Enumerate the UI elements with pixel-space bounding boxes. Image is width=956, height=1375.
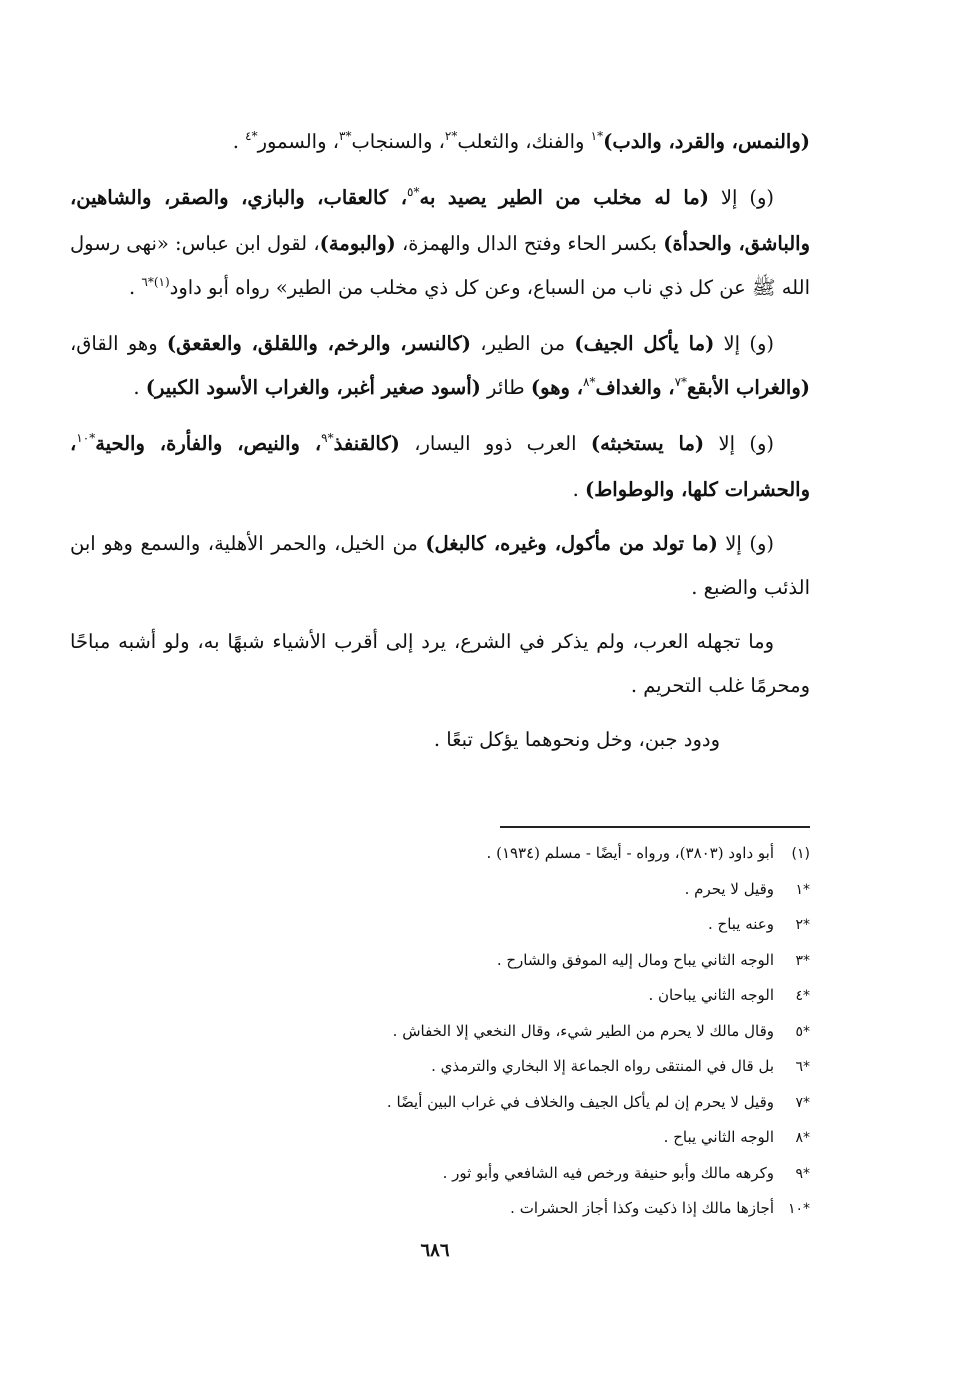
text: بكسر الحاء وفتح الدال والهمزة، (395, 232, 664, 255)
paragraph-6 (70, 620, 810, 708)
bold-term: ، وهو) (530, 376, 583, 399)
footnote (300, 1085, 810, 1121)
note-marker: *٧ (674, 375, 688, 389)
text: . (572, 478, 586, 501)
paragraph-4 (70, 422, 810, 512)
text: ، والسمور (257, 130, 339, 153)
footnote-text: الوجه الثاني يباح . (663, 1128, 774, 1146)
text: العرب ذوو اليسار، (399, 432, 591, 455)
bold-term: ، والنيص، والفأرة، والحية (95, 432, 322, 455)
text: وهو القاق، (70, 332, 167, 355)
text: . (133, 376, 146, 399)
footnote-number: *١ (795, 881, 810, 898)
footnotes (300, 836, 810, 1227)
bold-term: (أسود صغير أغبر، والغراب الأسود الكبير) (145, 376, 481, 399)
paragraph-1 (70, 120, 810, 166)
footnote (300, 978, 810, 1014)
note-marker: *١ (590, 129, 604, 143)
bold-term: ، والغداف (595, 376, 675, 399)
footnote-divider (500, 826, 810, 828)
bold-term: (والبومة) (319, 232, 396, 255)
bold-term: (كالقنفذ (333, 432, 400, 455)
text: . (128, 276, 142, 299)
paragraph-5 (70, 522, 810, 610)
text: والفنك، والثعلب (457, 130, 591, 153)
bold-term: (كالنسر، والرخم، واللقلق، والعقعق) (166, 332, 472, 355)
text: ، لقول ابن عباس: «نهى رسول الله ﷺ عن كل ذي ناب من السباع، وعن كل ذي مخلب من الطير» رواه أبو داود (70, 232, 810, 299)
footnote (300, 1120, 810, 1156)
note-marker: (١)*٦ (141, 275, 170, 289)
footnote (300, 836, 810, 872)
text: من الخيل، والحمر الأهلية، والسمع وهو ابن الذئب والضبع . (70, 532, 810, 599)
footnote-number: *١٠ (787, 1201, 810, 1217)
text: طائر (480, 376, 531, 399)
bold-term: ، كالعقاب، والبازي، والصقر، والشاهين، والباشق، والحدأة) (70, 186, 810, 255)
footnote-text: وقال مالك لا يحرم من الطير شيء، وقال النخعي إلا الخفاش . (392, 1021, 774, 1040)
text: ودود جبن، وخل ونحوهما يؤكل تبعًا . (433, 728, 720, 751)
bold-term: (ما يأكل الجيف) (574, 332, 715, 355)
footnote (300, 1191, 810, 1227)
footnote-number: *٩ (795, 1165, 810, 1182)
note-marker: *٩ (321, 431, 334, 445)
footnote-text: بل قال في المنتقى رواه الجماعة إلا البخاري والترمذي . (431, 1057, 774, 1075)
paragraph-2 (70, 176, 810, 312)
footnote-text: وعنه يباح . (707, 915, 774, 933)
text: وما تجهله العرب، ولم يذكر في الشرع، يرد إلى أقرب الأشياء شبهًا به، ولو أشبه مباحًا ومحرمًا غلب التحريم . (70, 630, 810, 697)
paragraph-7 (70, 718, 810, 762)
bold-term: (والغراب الأبقع (687, 376, 810, 399)
footnote-number: *٧ (795, 1094, 810, 1111)
footnote-text: أبو داود (٣٨٠٣)، ورواه - أيضًا - مسلم (١٩٣٤) . (486, 844, 774, 862)
paragraph-3 (70, 322, 810, 412)
footnote-number: (١) (791, 846, 810, 862)
note-marker: *١٠ (76, 431, 96, 445)
text: (و) إلا (704, 432, 774, 455)
text: ، والسنجاب (351, 130, 445, 153)
footnote (300, 1014, 810, 1050)
text: (و) إلا (717, 532, 774, 555)
footnote-number: *٢ (795, 917, 810, 933)
footnote-number: *٥ (795, 1023, 810, 1040)
text: (و) إلا (714, 332, 774, 355)
footnote-number: *٨ (795, 1130, 810, 1146)
footnote (300, 1156, 810, 1192)
footnote-text: الوجه الثاني يباحان . (648, 986, 774, 1004)
note-marker: *٤ (245, 129, 258, 143)
footnote (300, 1049, 810, 1085)
note-marker: *٨ (583, 375, 596, 389)
bold-term: (ما له مخلب من الطير يصيد به (419, 186, 709, 209)
footnote-text: أجازها مالك إذا ذكيت وكذا أجاز الحشرات . (510, 1199, 774, 1217)
footnote-number: *٣ (795, 952, 810, 969)
note-marker: *٢ (444, 129, 458, 143)
footnote-text: وقيل لا يحرم إن لم يأكل الجيف والخلاف في غراب البين أيضًا . (386, 1092, 774, 1111)
text: (و) إلا (708, 186, 775, 209)
footnote-text: وكرهه مالك وأبو حنيفة ورخص فيه الشافعي وأبو ثور . (442, 1163, 774, 1182)
footnote (300, 872, 810, 908)
footnote (300, 907, 810, 943)
text: من الطير، (471, 332, 575, 355)
bold-term: (ما يستخبثه) (590, 432, 705, 455)
text: . (232, 130, 246, 153)
bold-term: (والنمس، والقرد، والدب) (603, 130, 810, 153)
footnote-text: الوجه الثاني يباح ومال إليه الموفق والشارح . (496, 950, 774, 969)
footnote-text: وقيل لا يحرم . (684, 879, 774, 898)
main-text (70, 120, 810, 762)
bold-term: (ما تولد من مأكول، وغيره، كالبغل) (425, 532, 718, 555)
footnote-number: *٤ (795, 988, 810, 1004)
footnote (300, 943, 810, 979)
footnote-number: *٦ (795, 1059, 810, 1075)
page-number: ٦٨٦ (420, 1240, 450, 1261)
note-marker: *٥ (407, 185, 420, 199)
bold-term: ، والحشرات كلها، والوطواط) (70, 432, 810, 501)
note-marker: *٣ (339, 129, 352, 143)
